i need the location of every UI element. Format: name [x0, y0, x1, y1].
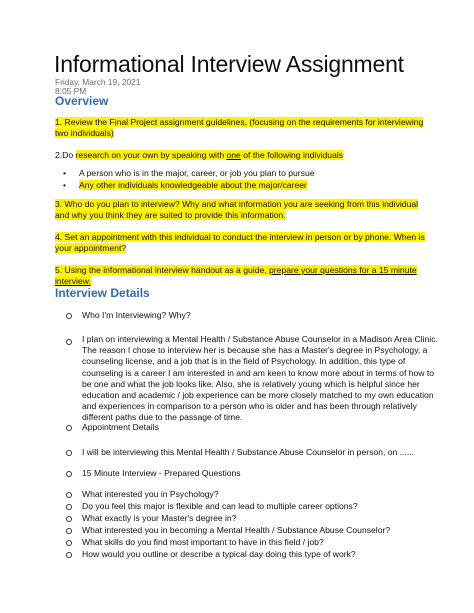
- item-4-text: 4. Set an appointment with this individual to conduct the interview in person or by phone. When is your appointment?: [55, 232, 425, 253]
- overview-item-3: [55, 199, 425, 221]
- circle-bullet-icon: [66, 516, 72, 522]
- bullet-1-text: A person who is in the major, career, or job you plan to pursue: [79, 168, 315, 178]
- item-2-text-b: of the following individuals: [240, 150, 344, 160]
- circle-bullet-icon: [66, 492, 72, 498]
- circle-bullet-icon: [66, 471, 72, 477]
- item-3-text: 3. Who do you plan to interview? Why and what information you are seeking from this individual and why you think they are suited to provide this information.: [55, 199, 419, 220]
- date-stamp: Friday, March 19, 2021: [55, 77, 141, 87]
- circle-bullet-icon: [66, 313, 72, 319]
- question-4: What interested you in becoming a Mental Health / Substance Abuse Counselor?: [82, 525, 391, 535]
- overview-item-2: [55, 150, 425, 161]
- circle-bullet-icon: [66, 450, 72, 456]
- circle-bullet-icon: [66, 339, 72, 345]
- overview-item-1: [55, 117, 425, 139]
- circle-bullet-icon: [66, 504, 72, 510]
- overview-heading: Overview: [55, 94, 109, 108]
- circle-bullet-icon: [66, 528, 72, 534]
- circle-bullet-icon: [66, 425, 72, 431]
- details-why-paragraph: I plan on interviewing a Mental Health / Substance Abuse Counselor in a Madison Area Clinic. The reason I chose to interview her is because she has a Master's degree in Psychology, a counseling license, and a job that is in the field of Psychology. In addition, this type of counseling is a career I am interested in and am keen to know more about in terms of how to be one and what the job looks like. Also, she is relatively young which is helpful since her education and academic / job experience can be more closely matched to my own education and experiences in comparison to a person who is older and has been through relatively different paths due to the passage of time.: [82, 334, 438, 423]
- question-3: What exactly is your Master's degree in?: [82, 513, 237, 523]
- interview-details-heading: Interview Details: [55, 286, 150, 300]
- question-1: What interested you in Psychology?: [82, 489, 219, 499]
- bullet-icon: •: [63, 180, 67, 190]
- circle-bullet-icon: [66, 552, 72, 558]
- item-2-one: one: [226, 150, 241, 160]
- details-appointment: Appointment Details: [82, 422, 159, 432]
- question-2: Do you feel this major is flexible and can lead to multiple career options?: [82, 501, 358, 511]
- item-5-text-a: 5. Using the informational interview handout as a guide,: [55, 265, 270, 275]
- details-questions-heading: 15 Minute Interview - Prepared Questions: [82, 468, 241, 478]
- list-item: [63, 168, 315, 178]
- page-title: Informational Interview Assignment: [54, 51, 404, 77]
- overview-item-4: [55, 232, 425, 254]
- overview-item-5: [55, 265, 425, 287]
- question-5: What skills do you find most important to have in this field / job?: [82, 537, 324, 547]
- details-who: Who I'm Interviewing? Why?: [82, 310, 191, 320]
- question-6: How would you outline or describe a typical day doing this type of work?: [82, 549, 356, 559]
- details-appointment-text: I will be interviewing this Mental Health / Substance Abuse Counselor in person, on ......: [82, 447, 414, 457]
- item-1-text: 1. Review the Final Project assignment guidelines, (focusing on the requirements for interviewing two individuals): [55, 117, 424, 138]
- item-5-text-b: prepare your questions for a 15 minute interview.: [55, 265, 417, 286]
- item-2-prefix: 2.Do: [55, 150, 76, 160]
- circle-bullet-icon: [66, 540, 72, 546]
- list-item: [63, 180, 307, 190]
- bullet-icon: •: [63, 168, 67, 178]
- bullet-2-text: Any other individuals knowledgeable about the major/career: [79, 180, 307, 190]
- time-stamp: 8:05 PM: [55, 86, 87, 96]
- item-2-text-a: research on your own by speaking with: [75, 150, 227, 160]
